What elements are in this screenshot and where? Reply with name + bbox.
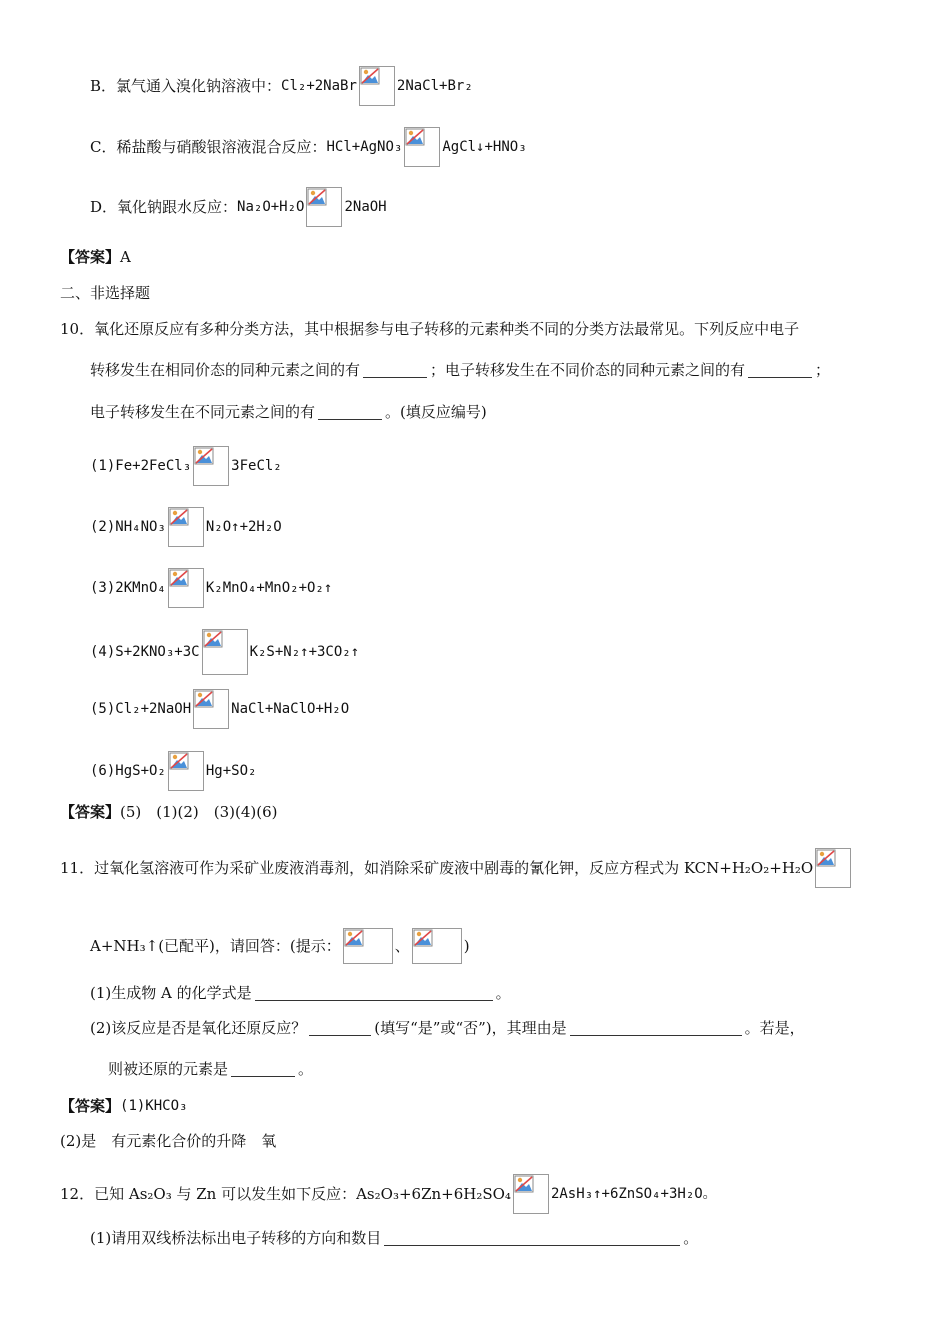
answer-label: 【答案】 [60, 1097, 121, 1115]
q10-text-line3b: 。(填反应编号) [385, 403, 487, 421]
reaction-4 [90, 629, 359, 675]
reaction-5 [90, 689, 349, 729]
option-d-label: D．氧化钠跟水反应： [90, 198, 238, 216]
question-number: 11． [60, 859, 95, 877]
q11-sub2-text: (2)该反应是否是氧化还原反应？ [90, 1019, 307, 1037]
broken-image-icon [193, 446, 229, 486]
q12-line1 [60, 1174, 717, 1214]
answer-label: 【答案】 [60, 248, 121, 266]
q11-sub1-text: (1)生成物 A 的化学式是 [90, 984, 252, 1002]
separator: 、 [394, 937, 410, 955]
q11-sub1-end: 。 [495, 984, 511, 1002]
reaction-rhs: Hg+SO₂ [205, 763, 257, 779]
question-number: 12． [60, 1185, 95, 1203]
q10-text-line3a: 电子转移发生在不同元素之间的有 [90, 403, 316, 421]
q11-sub2-text-e: 。 [298, 1060, 314, 1078]
reaction-rhs: NaCl+NaClO+H₂O [231, 701, 350, 717]
q10-line2 [90, 360, 830, 380]
q11-sub2 [90, 1018, 805, 1038]
q11-sub2-cont [108, 1059, 313, 1079]
q12-text-line1a: 已知 As₂O₃ 与 Zn 可以发生如下反应：As₂O₃+6Zn+6H₂SO₄ [94, 1185, 511, 1203]
reaction-lhs: (1)Fe+2FeCl₃ [90, 458, 192, 474]
broken-image-icon [343, 928, 393, 964]
option-c [90, 127, 527, 167]
answer-blank[interactable] [363, 363, 427, 378]
reaction-lhs: (3)2KMnO₄ [90, 580, 166, 596]
q11-sub2-text-c: 。若是， [744, 1019, 805, 1037]
option-b-lhs: Cl₂+2NaBr [281, 78, 357, 94]
broken-image-icon [412, 928, 462, 964]
q11-text-line2b: ) [463, 937, 470, 955]
option-b-rhs: 2NaCl+Br₂ [396, 78, 473, 94]
answer-blank[interactable] [255, 986, 493, 1001]
q10-text-line2c: ； [815, 361, 831, 379]
broken-image-icon [193, 689, 229, 729]
q11-sub1 [90, 983, 511, 1003]
broken-image-icon [202, 629, 248, 675]
q12-sub1 [90, 1228, 698, 1248]
broken-image-icon [815, 848, 851, 888]
section-title: 二、非选择题 [60, 284, 151, 302]
q9-answer [60, 247, 131, 267]
reaction-lhs: (5)Cl₂+2NaOH [90, 701, 192, 717]
reaction-rhs: 3FeCl₂ [231, 458, 282, 474]
option-d [90, 187, 387, 227]
broken-image-icon [168, 751, 204, 791]
q10-line1 [60, 319, 799, 339]
q11-answer-2 [60, 1131, 276, 1151]
question-number: 10． [60, 320, 95, 338]
answer-blank[interactable] [231, 1062, 295, 1077]
option-d-rhs: 2NaOH [344, 199, 387, 215]
option-b [90, 66, 473, 106]
answer-blank[interactable] [384, 1231, 680, 1246]
section-heading [60, 283, 150, 303]
q11-sub2-text-b: (填写“是”或“否”)，其理由是 [374, 1019, 567, 1037]
q12-sub1-text: (1)请用双线桥法标出电子转移的方向和数目 [90, 1229, 382, 1247]
answer-blank[interactable] [318, 405, 382, 420]
reaction-6 [90, 751, 256, 791]
answer-text: (1)KHCO₃ [120, 1098, 188, 1114]
q12-sub1-end: 。 [683, 1229, 699, 1247]
answer-text: A [120, 248, 131, 266]
reaction-rhs: K₂S+N₂↑+3CO₂↑ [249, 644, 360, 660]
answer-text: (2)是 有元素化合价的升降 氧 [60, 1132, 277, 1150]
reaction-rhs: K₂MnO₄+MnO₂+O₂↑ [205, 580, 333, 596]
reaction-lhs: (6)HgS+O₂ [90, 763, 166, 779]
broken-image-icon [513, 1174, 549, 1214]
q10-line3 [90, 402, 487, 422]
q10-text-line2b: ；电子转移发生在不同价态的同种元素之间的有 [430, 361, 746, 379]
reaction-3 [90, 568, 332, 608]
q11-line2 [90, 928, 470, 964]
option-b-label: B．氯气通入溴化钠溶液中： [90, 77, 282, 95]
q11-line1 [60, 848, 853, 888]
reaction-lhs: (2)NH₄NO₃ [90, 519, 166, 535]
broken-image-icon [359, 66, 395, 106]
reaction-lhs: (4)S+2KNO₃+3C [90, 644, 200, 660]
option-c-label: C．稀盐酸与硝酸银溶液混合反应： [90, 138, 327, 156]
reaction-2 [90, 507, 282, 547]
q10-text-line2a: 转移发生在相同价态的同种元素之间的有 [90, 361, 361, 379]
reaction-1 [90, 446, 282, 486]
option-c-rhs: AgCl↓+HNO₃ [442, 139, 527, 155]
broken-image-icon [168, 568, 204, 608]
option-c-lhs: HCl+AgNO₃ [326, 139, 403, 155]
q10-answer [60, 802, 278, 822]
option-d-lhs: Na₂O+H₂O [237, 199, 305, 215]
answer-text: (5) (1)(2) (3)(4)(6) [120, 803, 278, 821]
answer-label: 【答案】 [60, 803, 121, 821]
q11-text-line2a: A+NH₃↑(已配平)，请回答：(提示： [90, 937, 341, 955]
broken-image-icon [404, 127, 440, 167]
broken-image-icon [168, 507, 204, 547]
broken-image-icon [306, 187, 342, 227]
answer-blank[interactable] [748, 363, 812, 378]
q11-sub2-text-d: 则被还原的元素是 [108, 1060, 229, 1078]
answer-blank[interactable] [309, 1021, 371, 1036]
q10-text-line1: 氧化还原反应有多种分类方法，其中根据参与电子转移的元素种类不同的分类方法最常见。下列反应中电子 [94, 320, 800, 338]
q12-text-line1b: 2AsH₃↑+6ZnSO₄+3H₂O。 [550, 1186, 717, 1202]
q11-answer [60, 1096, 187, 1116]
q11-text-line1: 过氧化氢溶液可作为采矿业废液消毒剂，如消除采矿废液中剧毒的氰化钾，反应方程式为 KCN+H₂O₂+H₂O [94, 859, 814, 877]
reaction-rhs: N₂O↑+2H₂O [205, 519, 282, 535]
answer-blank[interactable] [570, 1021, 742, 1036]
